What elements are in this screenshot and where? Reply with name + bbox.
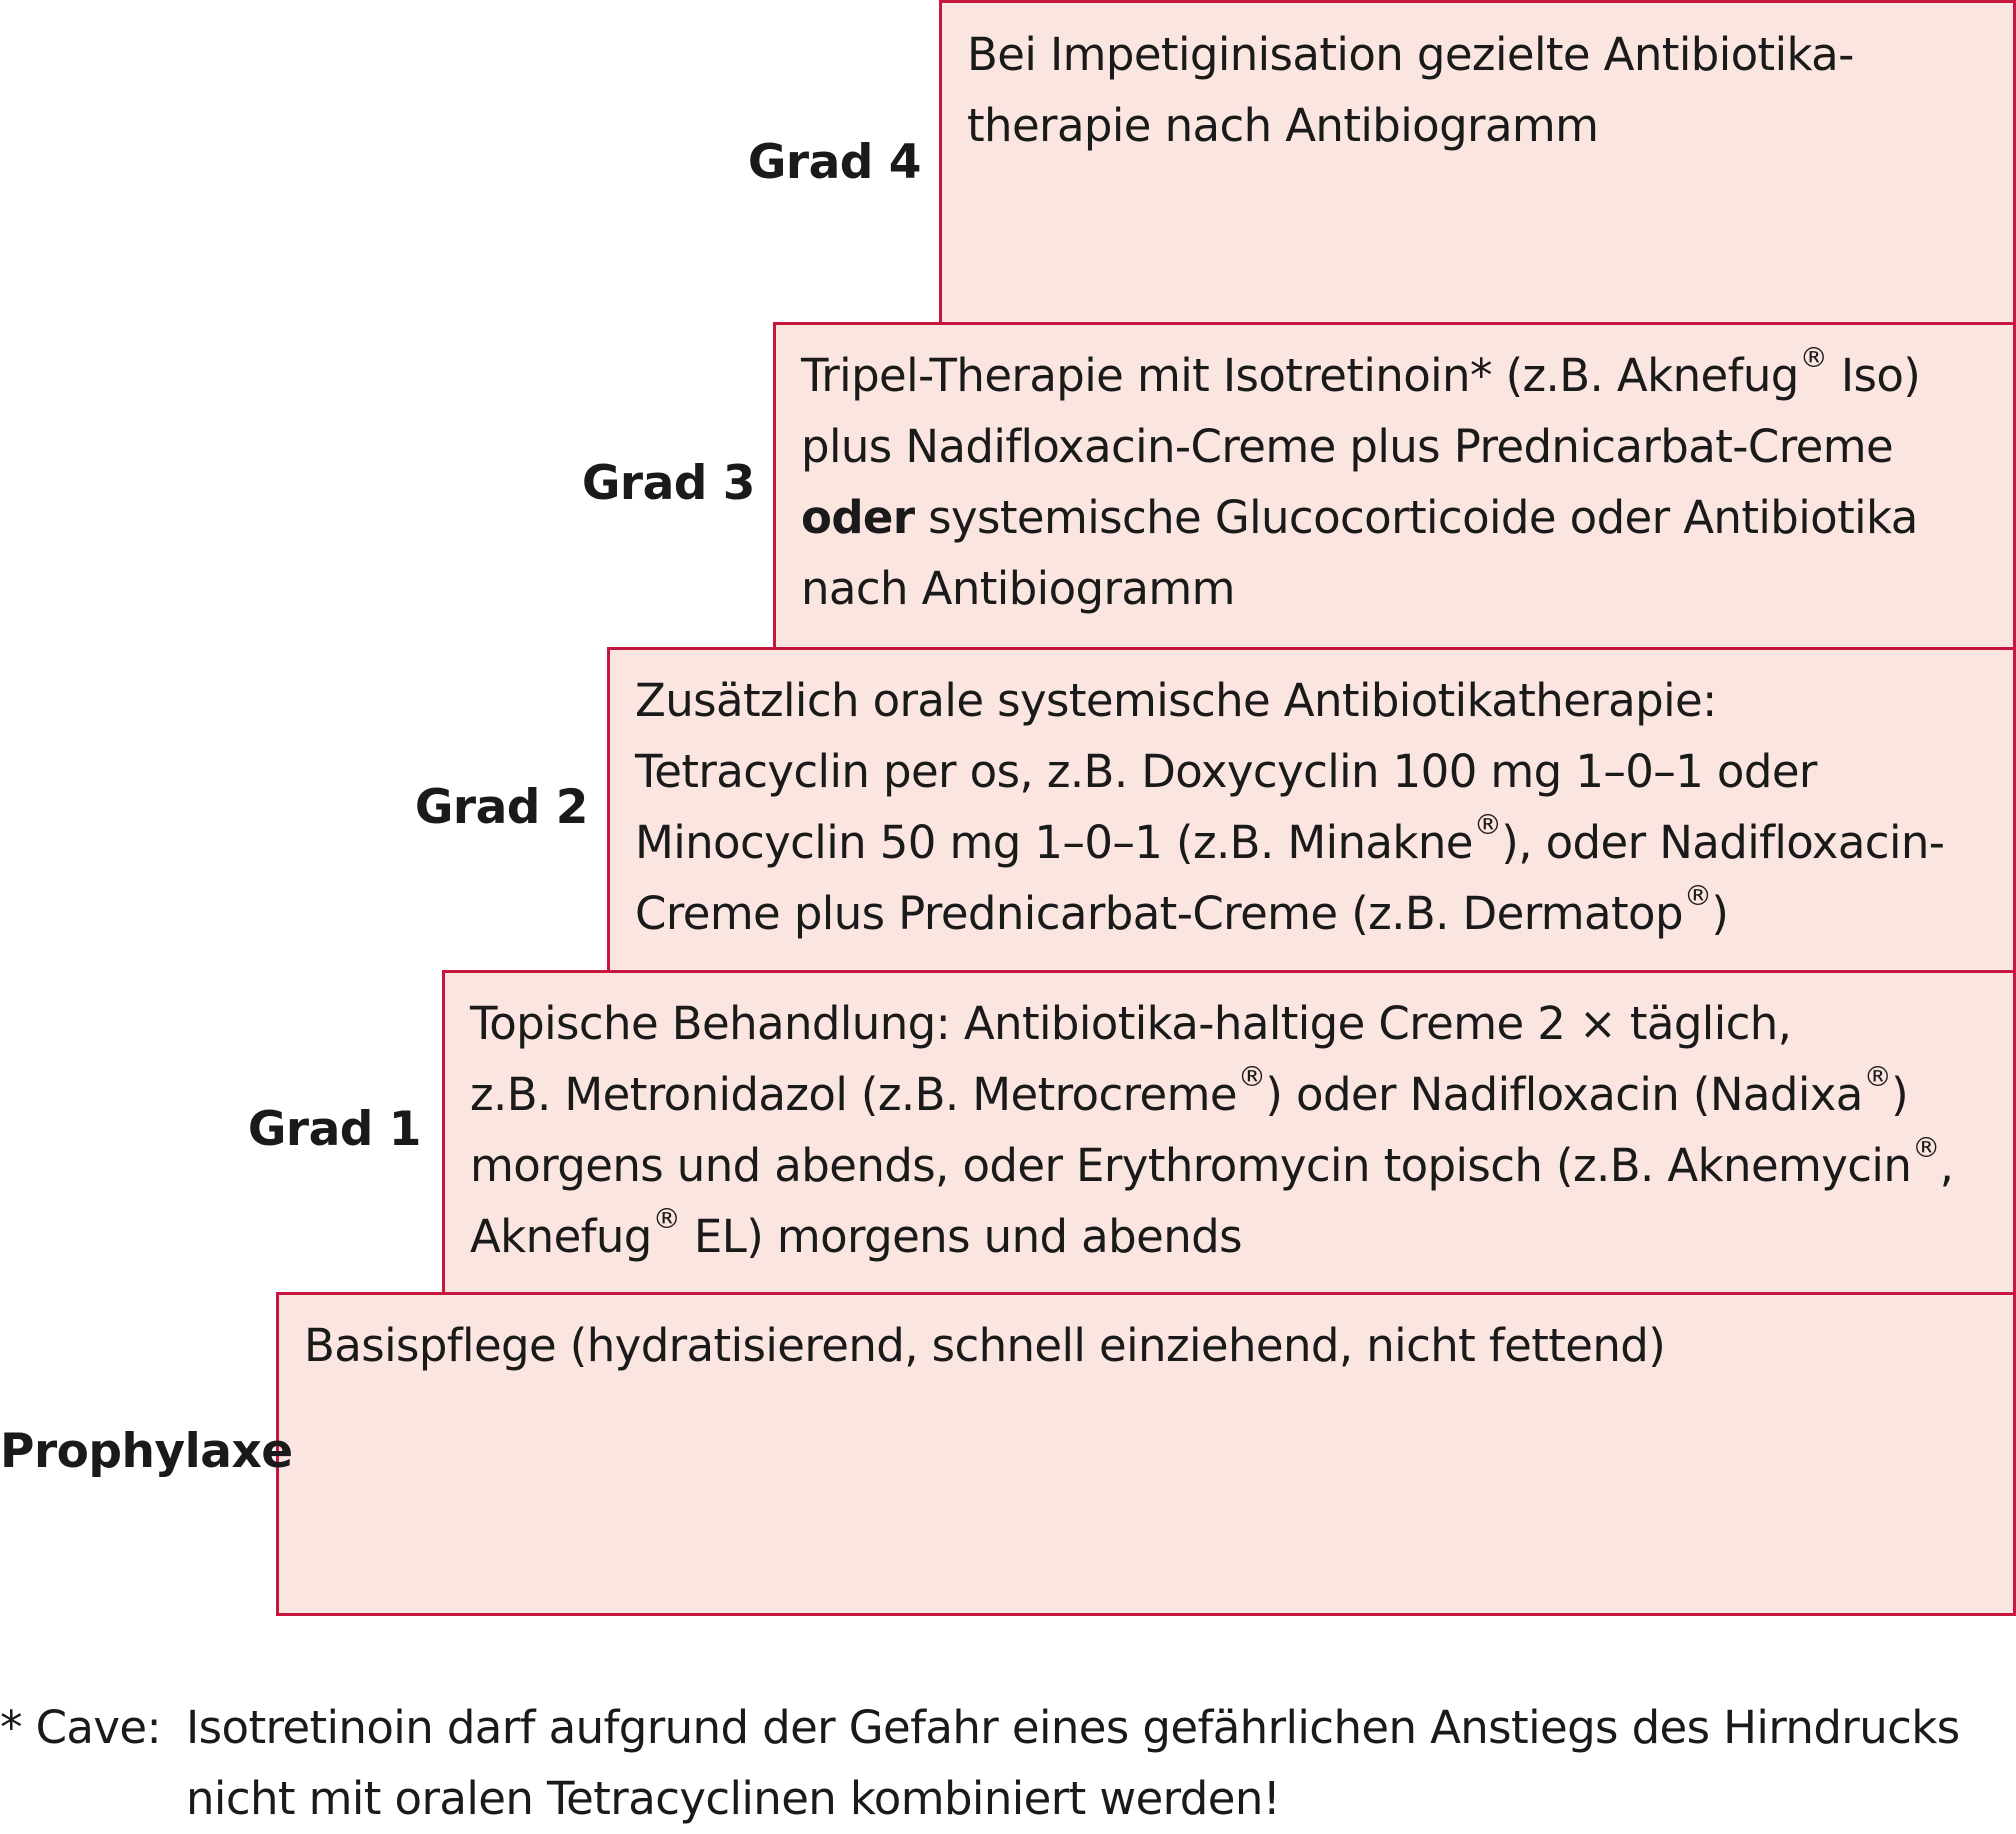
registered-mark: ® (1473, 808, 1502, 842)
footnote-line: Isotretinoin darf aufgrund der Gefahr eines gefährlichen Anstiegs des Hirndrucks (186, 1701, 1960, 1754)
footnote (0, 1692, 2016, 1828)
step-grad-4-line: Bei Impetiginisation gezielte Antibiotika- (967, 28, 1854, 81)
registered-mark: ® (652, 1202, 681, 1236)
step-grad-2 (607, 647, 2016, 973)
step-grad-4 (939, 0, 2016, 325)
grade-label-prophylaxe: Prophylaxe (0, 1424, 293, 1479)
step-grad-3-line: nach Antibiogramm (801, 562, 1235, 615)
step-grad-2-line: Zusätzlich orale systemische Antibiotikatherapie: (635, 674, 1717, 727)
step-prophylaxe (276, 1292, 2016, 1616)
footnote-marker: * Cave: (0, 1701, 162, 1754)
footnote-body (186, 1692, 1960, 1834)
step-grad-4-line: therapie nach Antibiogramm (967, 99, 1599, 152)
registered-mark: ® (1863, 1060, 1892, 1094)
step-grad-3 (773, 322, 2016, 650)
step-grad-2-line: Tetracyclin per os, z.B. Doxycyclin 100 mg 1–0–1 oder (635, 745, 1817, 798)
step-grad-1-line: Aknefug® EL) morgens und abends (470, 1202, 1242, 1263)
step-grad-2-line: Minocyclin 50 mg 1–0–1 (z.B. Minakne®), oder Nadifloxacin- (635, 808, 1945, 869)
footnote-line: nicht mit oralen Tetracyclinen kombiniert werden! (186, 1772, 1281, 1825)
step-prophylaxe-text (304, 1310, 1665, 1381)
step-grad-2-text (635, 665, 1944, 949)
step-prophylaxe-line: Basispflege (hydratisierend, schnell einziehend, nicht fettend) (304, 1319, 1666, 1372)
step-grad-3-line: Tripel-Therapie mit Isotretinoin* (z.B. Aknefug® Iso) (801, 341, 1921, 402)
registered-mark: ® (1799, 341, 1828, 375)
step-grad-1-line: Topische Behandlung: Antibiotika-haltige Creme 2 × täglich, (470, 997, 1792, 1050)
step-grad-3-text (801, 340, 1920, 624)
step-grad-2-line: Creme plus Prednicarbat-Creme (z.B. Dermatop®) (635, 879, 1729, 940)
step-grad-1 (442, 970, 2016, 1295)
step-grad-4-text (967, 19, 1854, 161)
step-grad-1-text (470, 988, 1953, 1272)
grade-label-2: Grad 2 (414, 780, 588, 835)
step-grad-1-line: z.B. Metronidazol (z.B. Metrocreme®) oder Nadifloxacin (Nadixa®) (470, 1060, 1909, 1121)
step-grad-3-line: oder systemische Glucocorticoide oder Antibiotika (801, 491, 1918, 544)
step-grad-1-line: morgens und abends, oder Erythromycin topisch (z.B. Aknemycin®, (470, 1131, 1954, 1192)
registered-mark: ® (1237, 1060, 1266, 1094)
grade-label-1: Grad 1 (247, 1102, 421, 1157)
grade-label-3: Grad 3 (581, 456, 755, 511)
registered-mark: ® (1912, 1131, 1940, 1165)
step-grad-3-line: plus Nadifloxacin-Creme plus Prednicarbat-Creme (801, 420, 1894, 473)
grade-label-4: Grad 4 (747, 135, 921, 190)
registered-mark: ® (1683, 879, 1712, 913)
